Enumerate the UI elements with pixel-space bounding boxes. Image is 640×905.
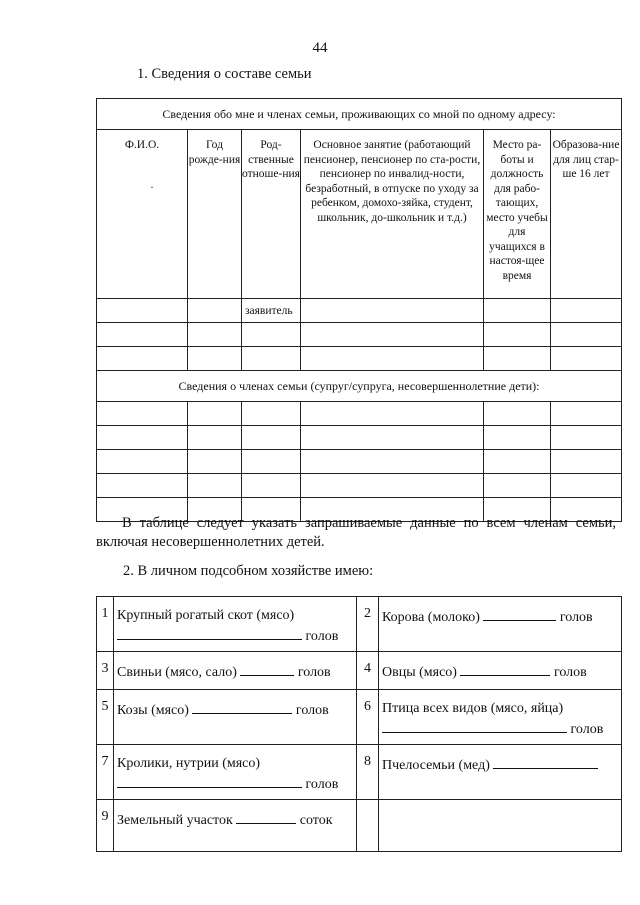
table-row: [97, 426, 622, 450]
workplace-cell[interactable]: [484, 299, 551, 323]
fio-cell[interactable]: [97, 450, 188, 474]
household-item-bees: [379, 745, 622, 800]
poultry-count-field[interactable]: [382, 718, 567, 733]
relation-cell[interactable]: [242, 347, 301, 371]
birth-year-cell[interactable]: [188, 474, 242, 498]
occupation-cell[interactable]: [301, 426, 484, 450]
education-cell[interactable]: [551, 426, 622, 450]
household-item-pigs: [114, 652, 357, 690]
relation-cell[interactable]: [242, 426, 301, 450]
empty-cell: [357, 800, 379, 852]
household-item-poultry: [379, 690, 622, 745]
section-1-heading: 1. Сведения о составе семьи: [137, 66, 312, 82]
bees-count-field[interactable]: [493, 754, 598, 769]
cow-count-field[interactable]: [483, 606, 556, 621]
occupation-cell[interactable]: [301, 299, 484, 323]
rabbits-count-field[interactable]: [117, 773, 302, 788]
household-item-cattle: [114, 597, 357, 652]
page-number: 44: [312, 40, 328, 56]
item-label: Земельный участок: [117, 813, 233, 828]
workplace-cell[interactable]: [484, 402, 551, 426]
table-row: [97, 652, 622, 690]
workplace-cell[interactable]: [484, 474, 551, 498]
col-header-occupation: Основное занятие (работающий пенсионер, пенсионер по ста-рости, пенсионер по инвалид-ности, безработный, в отпуске по уходу за ребенком, домохо-зяйка, студент, школьник, до-школьник и т.д.): [301, 130, 484, 299]
household-item-sheep: [379, 652, 622, 690]
section-2-heading: 2. В личном подсобном хозяйстве имею:: [123, 563, 374, 579]
item-unit: голов: [305, 777, 339, 792]
occupation-cell[interactable]: [301, 474, 484, 498]
pigs-count-field[interactable]: [240, 661, 294, 676]
occupation-cell[interactable]: [301, 402, 484, 426]
fio-cell[interactable]: [97, 347, 188, 371]
fio-cell[interactable]: [97, 299, 188, 323]
table-row: [97, 299, 622, 323]
workplace-cell[interactable]: [484, 323, 551, 347]
applicant-label: заявитель: [242, 299, 301, 323]
sheep-count-field[interactable]: [460, 661, 550, 676]
relation-cell[interactable]: [242, 323, 301, 347]
birth-year-cell[interactable]: [188, 402, 242, 426]
col-header-fio: Ф.И.О.: [97, 130, 188, 299]
item-label: Птица всех видов (мясо, яйца): [382, 701, 564, 716]
education-cell[interactable]: [551, 474, 622, 498]
education-cell[interactable]: [551, 402, 622, 426]
fio-cell[interactable]: [97, 323, 188, 347]
land-area-field[interactable]: [236, 809, 296, 824]
relation-cell[interactable]: [242, 474, 301, 498]
item-number: 7: [97, 745, 114, 800]
table-row: [97, 597, 622, 652]
col-header-education: Образова-ние для лиц стар-ше 16 лет: [551, 130, 622, 299]
item-unit: голов: [295, 703, 329, 718]
table-row: [97, 800, 622, 852]
item-label: Козы (мясо): [117, 703, 189, 718]
goats-count-field[interactable]: [192, 699, 292, 714]
birth-year-cell[interactable]: [188, 347, 242, 371]
table-row: [97, 745, 622, 800]
table-row: [97, 323, 622, 347]
occupation-cell[interactable]: [301, 347, 484, 371]
item-number: 4: [357, 652, 379, 690]
household-item-rabbits: [114, 745, 357, 800]
education-cell[interactable]: [551, 450, 622, 474]
household-item-cow: [379, 597, 622, 652]
item-unit: голов: [570, 722, 604, 737]
fio-cell[interactable]: [97, 426, 188, 450]
family-composition-table: [96, 98, 622, 522]
education-cell[interactable]: [551, 323, 622, 347]
item-label: Кролики, нутрии (мясо): [117, 756, 261, 771]
item-number: 9: [97, 800, 114, 852]
item-unit: голов: [559, 610, 593, 625]
item-unit: голов: [305, 629, 339, 644]
workplace-cell[interactable]: [484, 450, 551, 474]
table-row: [97, 450, 622, 474]
relation-cell[interactable]: [242, 450, 301, 474]
birth-year-cell[interactable]: [188, 323, 242, 347]
cattle-count-field[interactable]: [117, 625, 302, 640]
table-row: [97, 347, 622, 371]
birth-year-cell[interactable]: [188, 299, 242, 323]
birth-year-cell[interactable]: [188, 450, 242, 474]
household-item-goats: [114, 690, 357, 745]
fio-cell[interactable]: [97, 474, 188, 498]
education-cell[interactable]: [551, 347, 622, 371]
household-table: [96, 596, 622, 852]
item-label: Овцы (мясо): [382, 665, 457, 680]
col-header-birth-year: Год рожде-ния: [188, 130, 242, 299]
occupation-cell[interactable]: [301, 323, 484, 347]
occupation-cell[interactable]: [301, 450, 484, 474]
item-label: Свиньи (мясо, сало): [117, 665, 237, 680]
empty-cell: [379, 800, 622, 852]
item-number: 3: [97, 652, 114, 690]
table-caption: Сведения обо мне и членах семьи, проживающих со мной по одному адресу:: [97, 99, 622, 130]
item-unit: голов: [297, 665, 331, 680]
item-number: 6: [357, 690, 379, 745]
item-label: Пчелосемьи (мед): [382, 758, 490, 773]
item-unit: голов: [553, 665, 587, 680]
workplace-cell[interactable]: [484, 426, 551, 450]
table-row: [97, 474, 622, 498]
item-number: 2: [357, 597, 379, 652]
workplace-cell[interactable]: [484, 347, 551, 371]
table-row: [97, 690, 622, 745]
fio-cell[interactable]: [97, 402, 188, 426]
birth-year-cell[interactable]: [188, 426, 242, 450]
item-label: Крупный рогатый скот (мясо): [117, 608, 295, 623]
item-number: 8: [357, 745, 379, 800]
item-number: 1: [97, 597, 114, 652]
table-row: [97, 402, 622, 426]
item-unit: соток: [299, 813, 333, 828]
item-label: Корова (молоко): [382, 610, 480, 625]
relation-cell[interactable]: [242, 402, 301, 426]
household-item-land: [114, 800, 357, 852]
education-cell[interactable]: [551, 299, 622, 323]
stray-dot: ·: [150, 180, 154, 194]
col-header-relation: Род-ственные отноше-ния: [242, 130, 301, 299]
table-note: В таблице следует указать запрашиваемые данные по всем членам семьи, включая несовершеннолетних детей.: [96, 515, 616, 550]
item-number: 5: [97, 690, 114, 745]
family-caption: Сведения о членах семьи (супруг/супруга, несовершеннолетние дети):: [97, 371, 622, 402]
col-header-workplace: Место ра-боты и должность для рабо-тающих, место учебы для учащихся в настоя-щее время: [484, 130, 551, 299]
